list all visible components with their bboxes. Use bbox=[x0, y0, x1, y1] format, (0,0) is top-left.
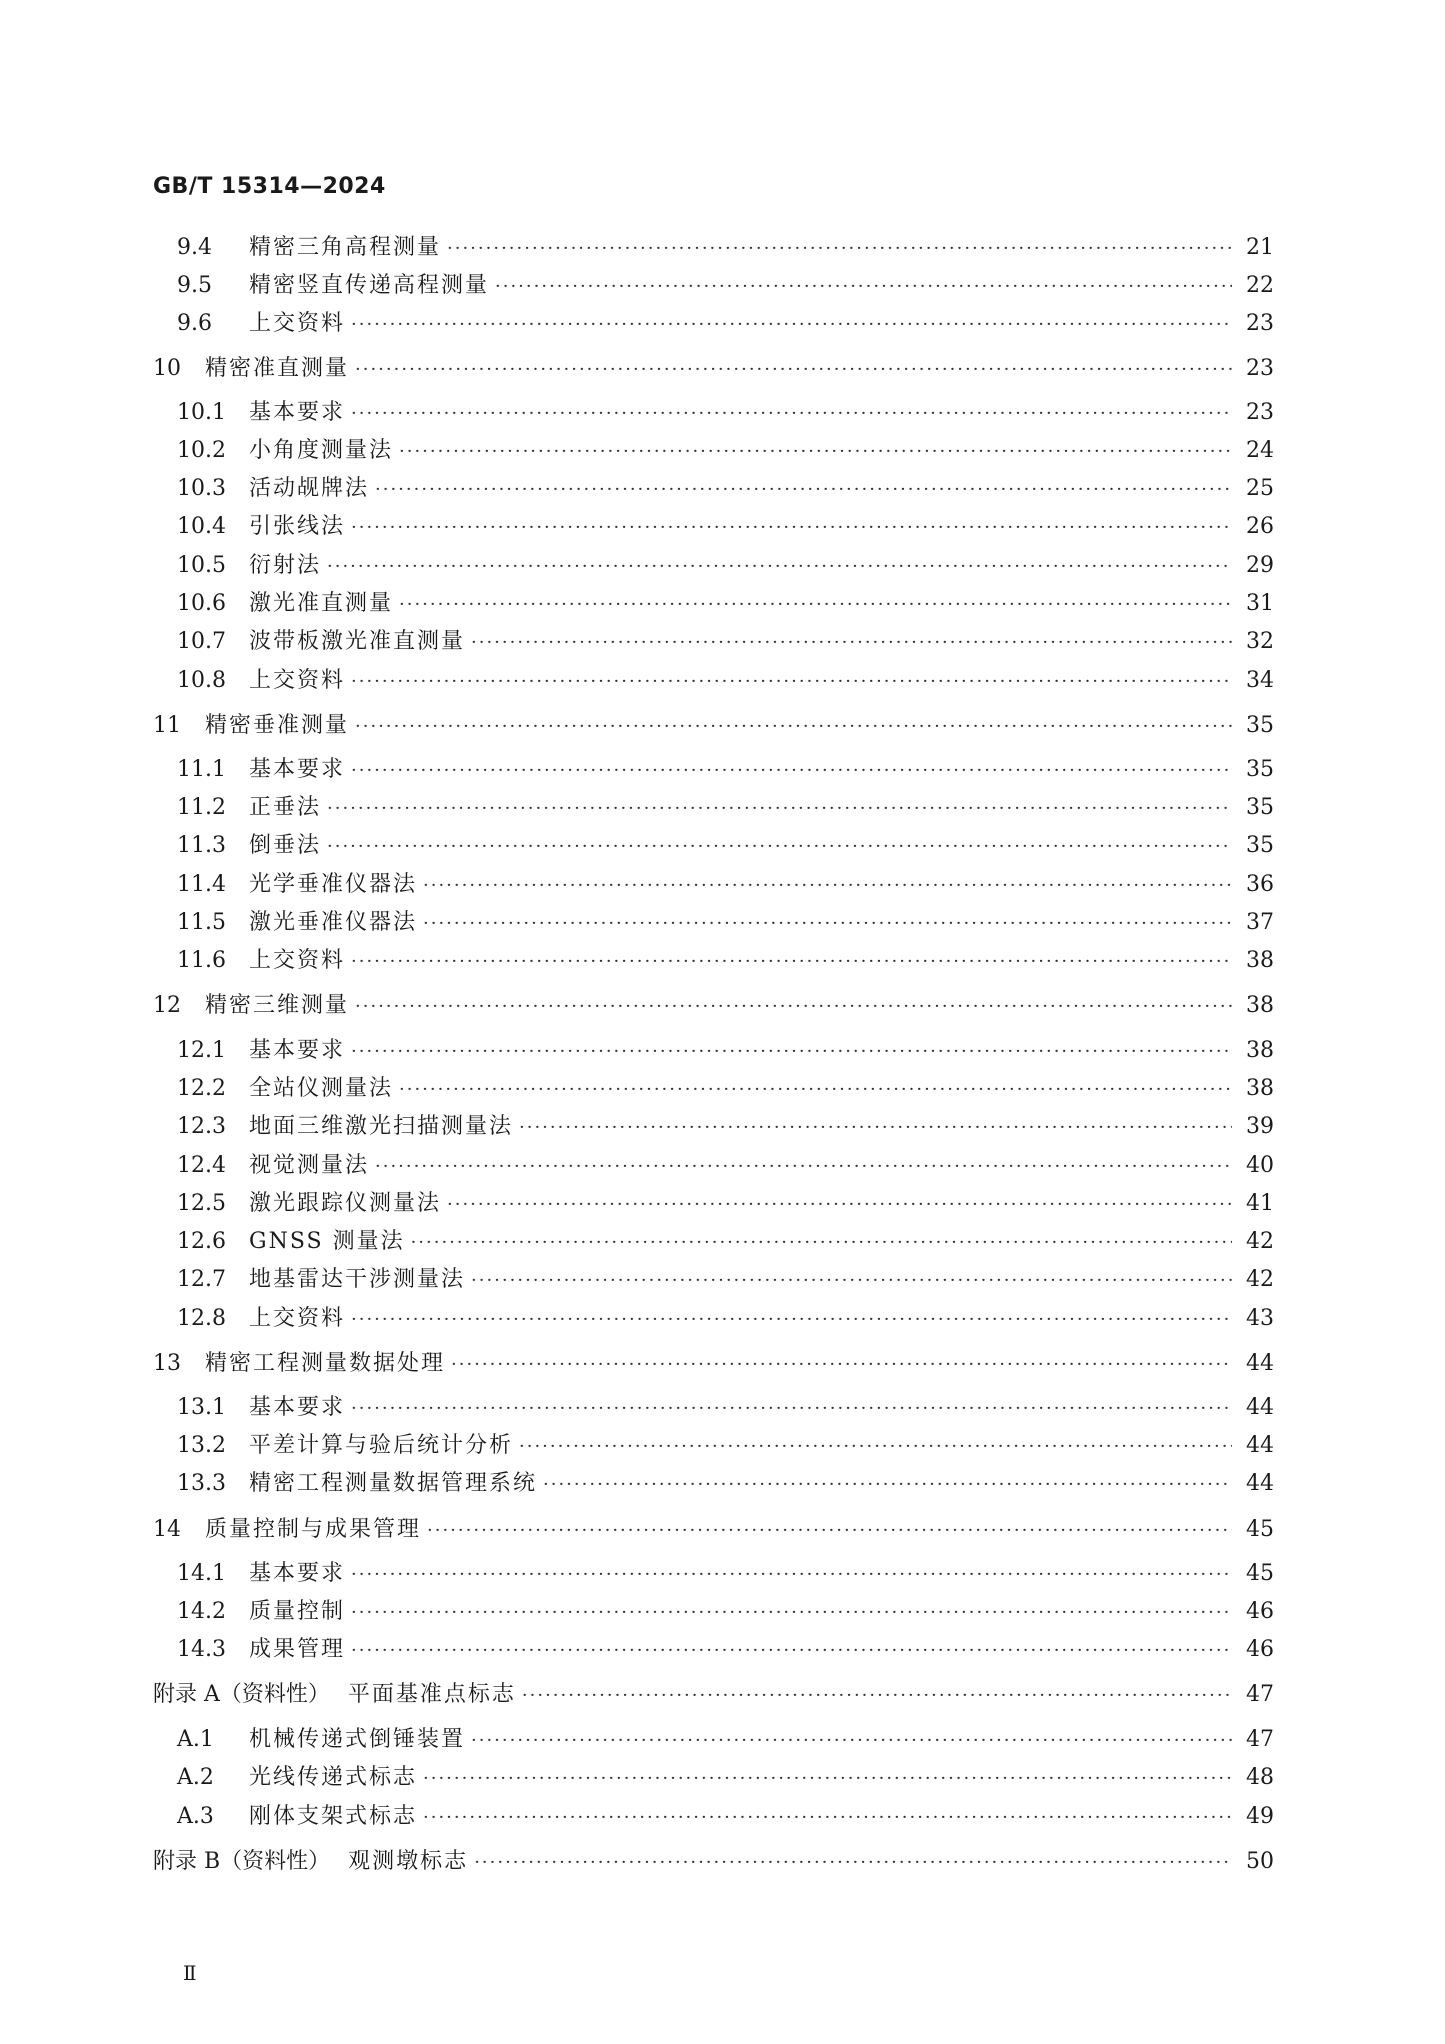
toc-entry-number: 9.4 bbox=[177, 235, 212, 260]
toc-entry-number: 11 bbox=[153, 713, 181, 738]
toc-entry[interactable] bbox=[177, 309, 1274, 339]
toc-entry[interactable] bbox=[177, 1074, 1274, 1104]
toc-entry-page: 23 bbox=[1246, 400, 1274, 425]
toc-entry-page: 41 bbox=[1246, 1191, 1274, 1216]
toc-entry[interactable] bbox=[177, 436, 1274, 466]
toc-entry-page: 35 bbox=[1246, 757, 1274, 782]
toc-dot-leader bbox=[399, 1075, 1232, 1105]
toc-entry-page: 38 bbox=[1246, 948, 1274, 973]
toc-entry-page: 37 bbox=[1246, 910, 1274, 935]
toc-entry[interactable] bbox=[177, 1265, 1274, 1295]
toc-entry-number: 12.7 bbox=[177, 1267, 226, 1292]
toc-dot-leader bbox=[355, 712, 1232, 742]
toc-entry-number: 11.4 bbox=[177, 872, 226, 897]
toc-entry-page: 39 bbox=[1246, 1114, 1274, 1139]
toc-entry[interactable] bbox=[177, 1802, 1274, 1832]
page-number-footer: Ⅱ bbox=[183, 1961, 197, 1985]
toc-entry[interactable] bbox=[177, 1725, 1274, 1755]
toc-dot-leader bbox=[543, 1470, 1232, 1500]
toc-entry-title: 引张线法 bbox=[249, 514, 346, 539]
toc-dot-leader bbox=[474, 1848, 1232, 1878]
toc-dot-leader bbox=[355, 992, 1232, 1022]
toc-entry-title: 平面基准点标志 bbox=[347, 1682, 516, 1707]
toc-entry-title: 精密垂准测量 bbox=[205, 713, 350, 738]
toc-entry-page: 47 bbox=[1246, 1727, 1274, 1752]
toc-dot-leader bbox=[351, 513, 1232, 543]
toc-dot-leader bbox=[519, 1432, 1232, 1462]
toc-entry-title: 上交资料 bbox=[249, 948, 346, 973]
toc-entry[interactable] bbox=[177, 551, 1274, 581]
toc-entry[interactable] bbox=[177, 1112, 1274, 1142]
toc-entry-title: 倒垂法 bbox=[249, 833, 322, 858]
toc-entry-page: 24 bbox=[1246, 438, 1274, 463]
toc-entry-number: 11.5 bbox=[177, 910, 226, 935]
toc-entry-title: 质量控制 bbox=[249, 1599, 346, 1624]
toc-entry-page: 38 bbox=[1246, 993, 1274, 1018]
toc-dot-leader bbox=[451, 1350, 1232, 1380]
toc-entry[interactable] bbox=[177, 946, 1274, 976]
toc-entry[interactable] bbox=[177, 1036, 1274, 1066]
toc-entry-title: 精密竖直传递高程测量 bbox=[249, 273, 490, 298]
toc-entry-page: 29 bbox=[1246, 553, 1274, 578]
toc-entry-number: 10.1 bbox=[177, 400, 226, 425]
toc-entry-page: 21 bbox=[1246, 235, 1274, 260]
toc-entry-page: 48 bbox=[1246, 1765, 1274, 1790]
toc-dot-leader bbox=[351, 1305, 1232, 1335]
toc-entry-page: 35 bbox=[1246, 713, 1274, 738]
toc-entry-number: 14.3 bbox=[177, 1637, 226, 1662]
toc-entry[interactable] bbox=[177, 512, 1274, 542]
toc-entry-title: 激光跟踪仪测量法 bbox=[249, 1191, 442, 1216]
toc-entry-title: 成果管理 bbox=[249, 1637, 346, 1662]
toc-entry[interactable] bbox=[153, 991, 1274, 1021]
toc-entry-page: 46 bbox=[1246, 1637, 1274, 1662]
toc-entry-number: 12 bbox=[153, 993, 181, 1018]
toc-entry[interactable] bbox=[177, 1151, 1274, 1181]
toc-entry-number: 10.2 bbox=[177, 438, 226, 463]
toc-entry-title: 基本要求 bbox=[249, 400, 346, 425]
toc-entry-page: 42 bbox=[1246, 1229, 1274, 1254]
toc-entry-title: 全站仪测量法 bbox=[249, 1076, 394, 1101]
toc-entry-number: 10.3 bbox=[177, 476, 226, 501]
toc-entry-number: 14.2 bbox=[177, 1599, 226, 1624]
toc-entry-number: A.2 bbox=[177, 1765, 214, 1790]
toc-entry-title: 基本要求 bbox=[249, 1561, 346, 1586]
toc-entry-title: 基本要求 bbox=[249, 1395, 346, 1420]
toc-entry-title: 上交资料 bbox=[249, 1306, 346, 1331]
toc-dot-leader bbox=[351, 399, 1232, 429]
toc-entry-title: 激光准直测量 bbox=[249, 591, 394, 616]
toc-entry-title: 机械传递式倒锤装置 bbox=[249, 1727, 466, 1752]
document-id-header: GB/T 15314—2024 bbox=[153, 174, 386, 199]
toc-entry-number: A.1 bbox=[177, 1727, 214, 1752]
toc-entry-title: 观测墩标志 bbox=[348, 1849, 469, 1874]
toc-entry-title: 光学垂准仪器法 bbox=[249, 872, 418, 897]
toc-entry[interactable] bbox=[177, 1469, 1274, 1499]
toc-entry-page: 25 bbox=[1246, 476, 1274, 501]
toc-entry-title: 地基雷达干涉测量法 bbox=[249, 1267, 466, 1292]
toc-entry-number: 10.5 bbox=[177, 553, 226, 578]
toc-entry-number: 13.2 bbox=[177, 1433, 226, 1458]
toc-dot-leader bbox=[327, 552, 1232, 582]
toc-entry-title: 平差计算与验后统计分析 bbox=[249, 1433, 514, 1458]
toc-entry[interactable] bbox=[153, 1680, 1274, 1710]
toc-entry-title: 精密三角高程测量 bbox=[249, 235, 442, 260]
toc-entry-page: 50 bbox=[1246, 1849, 1274, 1874]
toc-entry-page: 36 bbox=[1246, 872, 1274, 897]
toc-entry[interactable] bbox=[153, 1349, 1274, 1379]
toc-entry[interactable] bbox=[177, 1189, 1274, 1219]
toc-dot-leader bbox=[399, 437, 1232, 467]
toc-entry-title: 正垂法 bbox=[249, 795, 322, 820]
toc-entry-title: 地面三维激光扫描测量法 bbox=[249, 1114, 514, 1139]
toc-entry[interactable] bbox=[177, 233, 1274, 263]
toc-entry-number: 14 bbox=[153, 1517, 181, 1542]
toc-entry-number: 12.4 bbox=[177, 1153, 226, 1178]
toc-entry-page: 45 bbox=[1246, 1561, 1274, 1586]
toc-entry-number: A.3 bbox=[177, 1804, 214, 1829]
toc-dot-leader bbox=[375, 1152, 1232, 1182]
toc-entry-number: 13.3 bbox=[177, 1471, 226, 1496]
toc-entry-number: 12.8 bbox=[177, 1306, 226, 1331]
toc-entry-page: 35 bbox=[1246, 833, 1274, 858]
toc-entry[interactable] bbox=[177, 793, 1274, 823]
toc-entry-title: 精密工程测量数据处理 bbox=[205, 1351, 446, 1376]
toc-dot-leader bbox=[519, 1113, 1232, 1143]
toc-entry-number: 10.6 bbox=[177, 591, 226, 616]
toc-entry-title: 基本要求 bbox=[249, 1038, 346, 1063]
toc-entry-number: 13 bbox=[153, 1351, 181, 1376]
toc-dot-leader bbox=[423, 909, 1232, 939]
toc-entry-number: 11.3 bbox=[177, 833, 226, 858]
toc-entry-title: 基本要求 bbox=[249, 757, 346, 782]
toc-entry-title: 质量控制与成果管理 bbox=[205, 1517, 422, 1542]
toc-entry[interactable] bbox=[177, 1635, 1274, 1665]
toc-dot-leader bbox=[447, 1190, 1232, 1220]
toc-entry[interactable] bbox=[153, 354, 1274, 384]
toc-dot-leader bbox=[399, 590, 1232, 620]
toc-entry[interactable] bbox=[177, 1227, 1274, 1257]
toc-entry[interactable] bbox=[177, 1763, 1274, 1793]
toc-entry-number: 11.2 bbox=[177, 795, 226, 820]
toc-entry-title: 精密准直测量 bbox=[205, 356, 350, 381]
toc-dot-leader bbox=[423, 871, 1232, 901]
toc-dot-leader bbox=[427, 1516, 1232, 1546]
toc-entry-title: 激光垂准仪器法 bbox=[249, 910, 418, 935]
toc-entry-page: 44 bbox=[1246, 1471, 1274, 1496]
toc-entry-page: 43 bbox=[1246, 1306, 1274, 1331]
toc-dot-leader bbox=[471, 628, 1232, 658]
toc-dot-leader bbox=[522, 1681, 1232, 1711]
toc-entry-number: 14.1 bbox=[177, 1561, 226, 1586]
toc-entry-page: 44 bbox=[1246, 1433, 1274, 1458]
toc-entry-number: 10.7 bbox=[177, 629, 226, 654]
toc-entry-page: 49 bbox=[1246, 1804, 1274, 1829]
toc-entry-title: 精密三维测量 bbox=[205, 993, 350, 1018]
toc-entry[interactable] bbox=[153, 711, 1274, 741]
toc-dot-leader bbox=[351, 1560, 1232, 1590]
toc-entry-number: 10.8 bbox=[177, 668, 226, 693]
toc-entry-title: 上交资料 bbox=[249, 311, 346, 336]
toc-dot-leader bbox=[351, 1598, 1232, 1628]
toc-entry-page: 32 bbox=[1246, 629, 1274, 654]
toc-dot-leader bbox=[495, 272, 1232, 302]
toc-entry-title: GNSS 测量法 bbox=[249, 1229, 405, 1254]
toc-entry[interactable] bbox=[177, 398, 1274, 428]
toc-dot-leader bbox=[351, 756, 1232, 786]
toc-entry-number: 12.2 bbox=[177, 1076, 226, 1101]
toc-entry-number: 10 bbox=[153, 356, 181, 381]
toc-entry-page: 44 bbox=[1246, 1395, 1274, 1420]
toc-dot-leader bbox=[351, 1037, 1232, 1067]
toc-entry-page: 31 bbox=[1246, 591, 1274, 616]
toc-entry-number: 12.3 bbox=[177, 1114, 226, 1139]
toc-entry-number: 13.1 bbox=[177, 1395, 226, 1420]
toc-dot-leader bbox=[423, 1764, 1232, 1794]
toc-entry-number: 12.5 bbox=[177, 1191, 226, 1216]
toc-dot-leader bbox=[471, 1266, 1232, 1296]
toc-entry[interactable] bbox=[177, 271, 1274, 301]
toc-entry-page: 44 bbox=[1246, 1351, 1274, 1376]
toc-entry-number: 11.1 bbox=[177, 757, 226, 782]
toc-entry-number: 12.1 bbox=[177, 1038, 226, 1063]
toc-dot-leader bbox=[351, 947, 1232, 977]
toc-entry-title: 视觉测量法 bbox=[249, 1153, 370, 1178]
toc-entry-title: 上交资料 bbox=[249, 668, 346, 693]
toc-entry[interactable] bbox=[177, 870, 1274, 900]
toc-entry-title: 精密工程测量数据管理系统 bbox=[249, 1471, 538, 1496]
toc-entry-page: 38 bbox=[1246, 1038, 1274, 1063]
toc-entry-number: 9.6 bbox=[177, 311, 212, 336]
toc-entry[interactable] bbox=[177, 1304, 1274, 1334]
toc-entry-title: 小角度测量法 bbox=[249, 438, 394, 463]
toc-dot-leader bbox=[411, 1228, 1232, 1258]
toc-entry-page: 47 bbox=[1246, 1682, 1274, 1707]
toc-dot-leader bbox=[351, 1394, 1232, 1424]
toc-dot-leader bbox=[351, 667, 1232, 697]
toc-entry-page: 23 bbox=[1246, 356, 1274, 381]
toc-dot-leader bbox=[355, 355, 1232, 385]
toc-dot-leader bbox=[327, 832, 1232, 862]
toc-entry-page: 34 bbox=[1246, 668, 1274, 693]
toc-entry-page: 22 bbox=[1246, 273, 1274, 298]
toc-entry[interactable] bbox=[177, 755, 1274, 785]
toc-entry[interactable] bbox=[177, 474, 1274, 504]
toc-dot-leader bbox=[327, 794, 1232, 824]
toc-dot-leader bbox=[447, 234, 1232, 264]
toc-entry-page: 45 bbox=[1246, 1517, 1274, 1542]
toc-entry-number: 11.6 bbox=[177, 948, 226, 973]
toc-entry[interactable] bbox=[177, 666, 1274, 696]
toc-entry[interactable] bbox=[177, 627, 1274, 657]
toc-dot-leader bbox=[351, 1636, 1232, 1666]
toc-entry[interactable] bbox=[153, 1847, 1274, 1877]
toc-entry-title: 衍射法 bbox=[249, 553, 322, 578]
toc-entry[interactable] bbox=[177, 1393, 1274, 1423]
toc-entry-number: 9.5 bbox=[177, 273, 212, 298]
toc-entry-page: 40 bbox=[1246, 1153, 1274, 1178]
toc-entry-number: 12.6 bbox=[177, 1229, 226, 1254]
toc-dot-leader bbox=[423, 1803, 1232, 1833]
toc-entry[interactable] bbox=[177, 1431, 1274, 1461]
toc-entry[interactable] bbox=[177, 1597, 1274, 1627]
toc-dot-leader bbox=[351, 310, 1232, 340]
toc-entry-page: 23 bbox=[1246, 311, 1274, 336]
toc-entry-title: 光线传递式标志 bbox=[249, 1765, 418, 1790]
toc-entry[interactable] bbox=[177, 908, 1274, 938]
toc-entry[interactable] bbox=[153, 1515, 1274, 1545]
toc-entry-number: 10.4 bbox=[177, 514, 226, 539]
toc-entry-title: 刚体支架式标志 bbox=[249, 1804, 418, 1829]
toc-dot-leader bbox=[471, 1726, 1232, 1756]
toc-entry-page: 38 bbox=[1246, 1076, 1274, 1101]
toc-entry-title: 波带板激光准直测量 bbox=[249, 629, 466, 654]
toc-entry[interactable] bbox=[177, 831, 1274, 861]
toc-entry-page: 35 bbox=[1246, 795, 1274, 820]
toc-dot-leader bbox=[375, 475, 1232, 505]
toc-entry-page: 26 bbox=[1246, 514, 1274, 539]
toc-entry-page: 42 bbox=[1246, 1267, 1274, 1292]
toc-entry-number: 附录 B（资料性） bbox=[153, 1849, 331, 1874]
toc-entry-number: 附录 A（资料性） bbox=[153, 1682, 330, 1707]
toc-entry-title: 活动觇牌法 bbox=[249, 476, 370, 501]
toc-entry[interactable] bbox=[177, 1559, 1274, 1589]
toc-entry-page: 46 bbox=[1246, 1599, 1274, 1624]
toc-entry[interactable] bbox=[177, 589, 1274, 619]
